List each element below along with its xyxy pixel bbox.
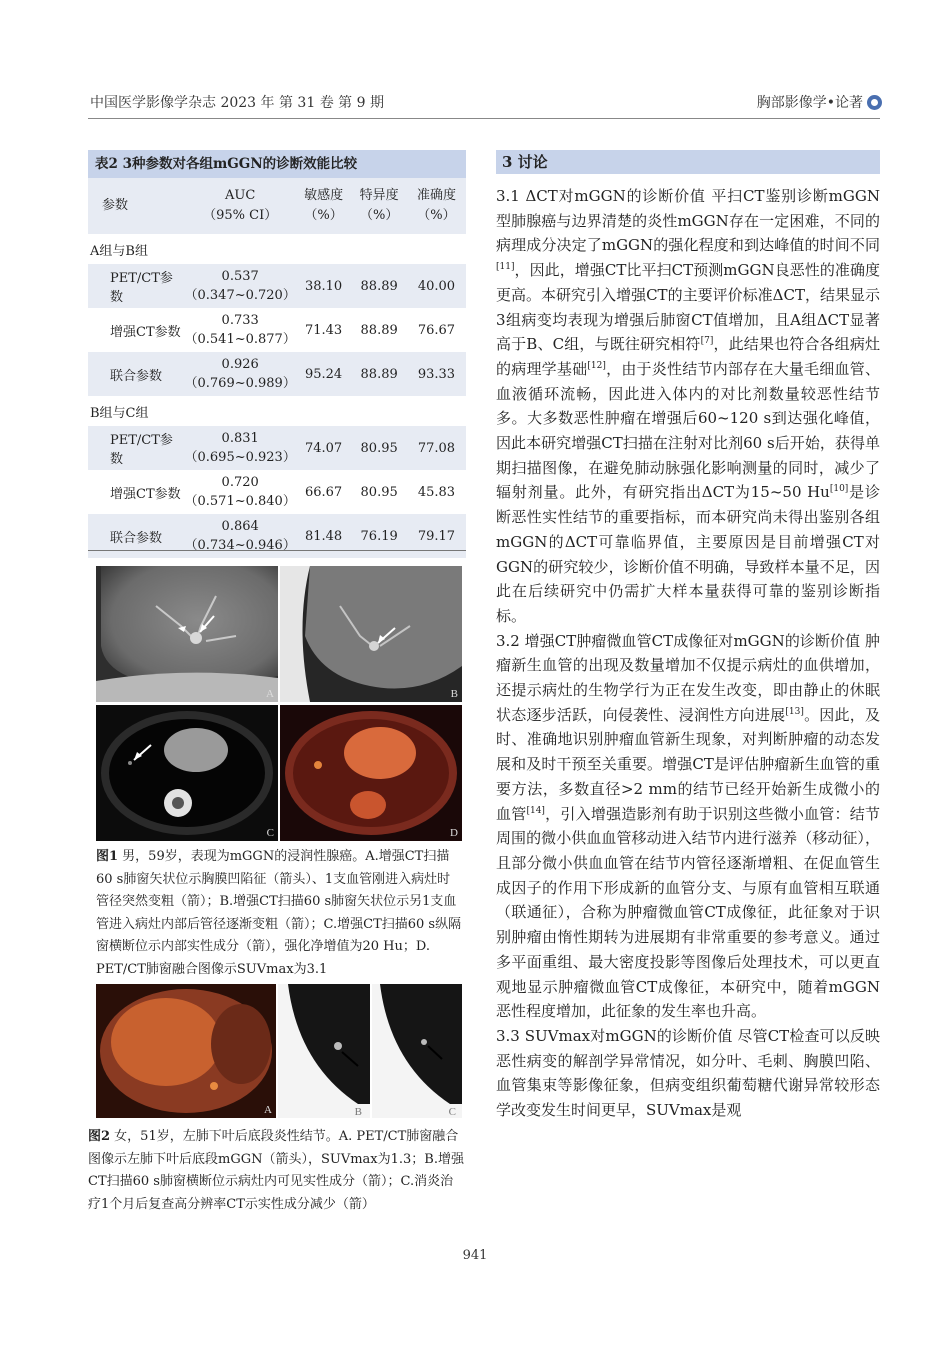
body-text-run: 肿瘤新生血管的出现及数量增加不仅提示病灶的血供增加，还提示病灶的生物学行为正在发生改变，即由静止的休眠状态逐步活跃，向侵袭性、浸润性方向进展 [496,631,880,724]
cell-param: 联合参数 [110,368,163,384]
cell-auc [185,470,296,514]
cell-auc-ci: （0.347~0.720） [184,288,296,303]
cell-auc-ci: （0.695~0.923） [184,450,296,465]
page-number: 941 [462,1248,488,1263]
fig2-image-c [372,984,462,1118]
fig1-image-b [280,566,462,702]
fig1-label-d: D [450,827,458,839]
subsection-heading: 3.2 增强CT肿瘤微血管CT成像征对mGGN的诊断价值 [496,631,861,650]
body-text-run: 尽管CT检查可以反映恶性病变的解剖学异常情况，如分叶、毛刺、胸膜凹陷、血管集束等影像征象，但病变组织葡萄糖代谢异常较形态学改变发生时间更早，SUVmax是观 [496,1026,880,1120]
cell-param: 增强CT参数 [110,324,181,340]
cell-acc: 79.17 [417,528,456,544]
cell-spec: 80.95 [360,440,398,456]
citation: [10] [829,484,849,495]
fig1-image-c [96,705,278,841]
col-spec-label: 特异度 [359,188,399,203]
cell-param: 联合参数 [110,530,163,546]
cell-sens: 81.48 [304,528,343,544]
body-text-run: ，引入增强造影剂有助于识别这些微小血管：结节周围的微小供血血管移动进入结节内进行滋养（移动征），且部分微小供血血管在结节内管径逐渐增粗、在促血管生成因子的作用下形成新的血管分支、与原有血管相互联通（联通征），合称为肿瘤微血管CT成像征，此征象对于识别肿瘤由惰性期转为进展期有非常重要的参考意义。通过多平面重组、最大密度投影等图像后处理技术，可以更直观地显示肿瘤微血管CT成像征，本研究中，随着mGGN恶性程度增加，此征象的发生率也升高。 [496,804,880,1021]
fig1-label-a: A [266,688,274,700]
body-text-run: 。因此，及时、准确地识别肿瘤血管新生现象，对判断肿瘤的动态发展和及时干预至关重要。增强CT是评估肿瘤新生血管的重要方法，多数直径>2 mm的结节已经开始新生成微小的血管 [496,705,880,823]
cell-param: 增强CT参数 [110,486,181,502]
cell-auc-ci: （0.571~0.840） [184,494,296,509]
header-divider [88,118,880,119]
subsection-heading: 3.3 SUVmax对mGGN的诊断价值 [496,1026,733,1045]
col-spec [351,178,407,234]
body-text-run: ，此结果也符合各组病灶的病理学基础 [496,335,880,378]
fig1-caption-label: 图1 [96,849,119,864]
body-text-run: 是诊断恶性实性结节的重要指标，而本研究尚未得出鉴别各组mGGN的ΔCT可靠临界值，主要原因是目前增强CT对GGN的研究较少，诊断价值不明确，导致样本量不足，因此在后续研究中仍需扩大样本量获得可靠的鉴别诊断指标。 [496,483,880,625]
body-text-run: 平扫CT鉴别诊断mGGN型肺腺癌与边界清楚的炎性mGGN存在一定困难，不同的病理成分决定了mGGN的强化程度和到达峰值的时间不同 [496,187,880,255]
col-auc [185,178,296,234]
paragraph-3-1 [496,184,880,629]
cell-auc-value: 0.926 [221,357,259,372]
cell-acc: 77.08 [417,440,456,456]
table-row [88,308,466,352]
citation: [14] [526,805,545,816]
fig2-caption-text: 女，51岁，左肺下叶后底段炎性结节。A. PET/CT肺窗融合图像示左肺下叶后底段mGGN（箭头），SUVmax为1.3；B.增强CT扫描60 s肺窗横断位示病灶内可见实性成分（箭）；C.消炎治疗1个月后复查高分辨率CT示实性成分减少（箭） [88,1129,464,1212]
cell-spec: 88.89 [360,366,398,382]
col-acc [407,178,466,234]
cell-spec: 88.89 [360,322,398,338]
cell-auc-ci: （0.769~0.989） [184,376,296,391]
fig2-image-a [96,984,276,1118]
cell-auc [185,352,296,396]
section-header [757,92,882,112]
diagnostic-table [88,178,466,558]
col-sens-label: 敏感度 [304,188,344,203]
cell-sens: 95.24 [304,366,343,382]
citation: [11] [496,262,515,273]
cell-sens: 74.07 [304,440,343,456]
cell-param: PET/CT参数 [110,433,173,467]
cell-auc-value: 0.831 [221,431,259,446]
fig1-image-d [280,705,462,841]
col-auc-label: AUC [225,188,256,203]
body-text-run: ，因此，增强CT比平扫CT预测mGGN良恶性的准确度更高。本研究引入增强CT的主要评价标准ΔCT，结果显示3组病变均表现为增强后肺窗CT值增加，且A组ΔCT显著高于B、C组，与既往研究相符 [496,261,880,354]
group-name: A组与B组 [90,243,148,259]
fig1-caption-text: 男，59岁，表现为mGGN的浸润性腺癌。A.增强CT扫描60 s肺窗矢状位示胸膜凹陷征（箭头）、1支血管刚进入病灶时管径突然变粗（箭）；B.增强CT扫描60 s肺窗矢状位示另1支血管进入病灶内部后管径逐渐变粗（箭）；C.增强CT扫描60 s纵隔窗横断位示内部实性成分（箭），强化净增值为20 Hu；D. PET/CT肺窗融合图像示SUVmax为3.1 [96,849,462,977]
cell-auc-value: 0.720 [221,475,259,490]
fig2-caption-label: 图2 [88,1129,111,1144]
body-text-run: ，由于炎性结节内部存在大量毛细血管、血液循环流畅，因此进入体内的对比剂数量较恶性结节多。大多数恶性肿瘤在增强后60~120 s到达强化峰值，因此本研究增强CT扫描在注射对比剂60 s后开始，获得单期扫描图像，在避免肺动脉强化影响测量的同时，减少了辐射剂量。此外，有研究指出ΔCT为15~50 Hu [496,359,880,502]
cell-auc-ci: （0.541~0.877） [184,332,296,347]
cell-auc-value: 0.537 [221,269,259,284]
journal-header: 中国医学影像学杂志 2023 年 第 31 卷 第 9 期 [90,95,384,111]
col-acc-unit: （%） [417,208,456,223]
fig2-label-c: C [448,1106,456,1118]
fig2-image-b [278,984,370,1118]
cell-acc: 45.83 [417,484,456,500]
table-row [88,470,466,514]
cell-auc [185,514,296,558]
table-row [88,264,466,308]
fig2-caption [88,1126,466,1216]
col-auc-ci: （95% CI） [203,208,278,223]
paragraph-3-2 [496,629,880,1024]
fig1-image-a [96,566,278,702]
citation: [7] [700,336,714,347]
cell-auc [185,426,296,470]
cell-sens: 38.10 [304,278,343,294]
cell-auc-value: 0.733 [221,313,259,328]
paragraph-3-3 [496,1024,880,1123]
cell-param: PET/CT参数 [110,271,173,305]
table-title: 表2 3种参数对各组mGGN的诊断效能比较 [88,150,466,178]
citation: [13] [785,706,804,717]
body-text [496,184,880,1123]
table-header-row [88,178,466,234]
section-header-text: 胸部影像学•论著 [756,95,863,111]
table-row [88,514,466,558]
cell-auc [185,308,296,352]
col-spec-unit: （%） [359,208,399,223]
citation: [12] [587,360,606,371]
cell-sens: 71.43 [304,322,343,338]
cell-acc: 40.00 [417,278,456,294]
cell-auc-value: 0.864 [221,519,259,534]
cell-spec: 76.19 [360,528,398,544]
group-row [88,396,466,426]
subsection-heading: 3.1 ΔCT对mGGN的诊断价值 [496,187,706,205]
cell-sens: 66.67 [304,484,343,500]
section-title: 3 讨论 [496,150,880,174]
cell-acc: 93.33 [417,366,456,382]
group-row [88,234,466,264]
cell-acc: 76.67 [417,322,456,338]
cell-spec: 88.89 [360,278,398,294]
fig2-label-b: B [354,1106,362,1118]
col-sens-unit: （%） [304,208,343,223]
fig2-label-a: A [264,1104,272,1116]
cell-spec: 80.95 [360,484,398,500]
group-name: B组与C组 [90,405,149,421]
col-sens [296,178,352,234]
cell-auc-ci: （0.734~0.946） [184,538,296,553]
table-bottom-rule [88,550,466,551]
col-param: 参数 [102,198,129,213]
table-row [88,352,466,396]
fig1-label-c: C [266,827,274,839]
fig1-label-b: B [450,688,458,700]
journal-logo-icon [867,95,882,110]
table-row [88,426,466,470]
cell-auc [185,264,296,308]
col-acc-label: 准确度 [416,188,456,203]
fig1-caption [96,846,462,981]
